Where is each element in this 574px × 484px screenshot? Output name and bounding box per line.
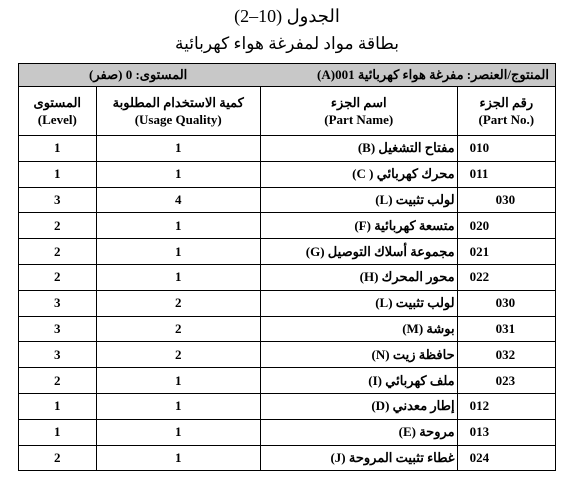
- header-quantity: [96, 87, 260, 136]
- table-number-caption: الجدول (10–2): [234, 6, 340, 26]
- header-quantity-ar: كمية الاستخدام المطلوبة: [112, 95, 244, 110]
- quantity-cell: 1: [96, 445, 260, 471]
- part-no-value: 032: [495, 346, 516, 362]
- part-name-cell: مجموعة أسلاك التوصيل (G): [260, 239, 457, 265]
- level-cell: 3: [19, 187, 97, 213]
- quantity-cell: 1: [96, 264, 260, 290]
- part-name-cell: لولب تثبيت (L): [260, 290, 457, 316]
- part-no-cell: [457, 187, 555, 213]
- quantity-cell: 1: [96, 161, 260, 187]
- part-no-value: 021: [469, 243, 490, 259]
- part-name-cell: محور المحرك (H): [260, 264, 457, 290]
- table-row: [19, 213, 556, 239]
- part-no-cell: [457, 445, 555, 471]
- table-title: بطاقة مواد لمفرغة هواء كهربائية: [175, 34, 399, 53]
- part-no-value: 030: [495, 191, 516, 207]
- quantity-cell: 1: [96, 393, 260, 419]
- part-no-value: 010: [469, 140, 490, 156]
- part-no-value: 030: [495, 295, 516, 311]
- product-item-label: المنتوج/العنصر: مفرغة هواء كهربائية 001(A): [317, 67, 549, 82]
- table-row: [19, 419, 556, 445]
- part-name-cell: غطاء تثبيت المروحة (J): [260, 445, 457, 471]
- part-no-cell: [457, 290, 555, 316]
- header-part-no: [457, 87, 555, 136]
- table-row: [19, 187, 556, 213]
- part-no-cell: [457, 342, 555, 368]
- part-no-value: 020: [469, 217, 490, 233]
- level-cell: 2: [19, 264, 97, 290]
- quantity-cell: 2: [96, 290, 260, 316]
- part-no-cell: [457, 264, 555, 290]
- quantity-cell: 1: [96, 239, 260, 265]
- quantity-cell: 2: [96, 342, 260, 368]
- table-row: [19, 368, 556, 394]
- header-quantity-en: (Usage Quality): [134, 112, 222, 127]
- part-no-cell: [457, 368, 555, 394]
- level-cell: 1: [19, 161, 97, 187]
- part-name-cell: محرك كهربائي ( C): [260, 161, 457, 187]
- part-no-cell: [457, 213, 555, 239]
- header-row: [19, 87, 556, 136]
- part-no-value: 013: [469, 424, 490, 440]
- level-cell: 1: [19, 393, 97, 419]
- level-cell: 2: [19, 213, 97, 239]
- part-no-cell: [457, 419, 555, 445]
- table-row: [19, 342, 556, 368]
- header-part-name: [260, 87, 457, 136]
- part-name-cell: حافظة زيت (N): [260, 342, 457, 368]
- part-name-cell: إطار معدني (D): [260, 393, 457, 419]
- part-name-cell: مفتاح التشغيل (B): [260, 136, 457, 162]
- level-cell: 1: [19, 136, 97, 162]
- level-cell: 3: [19, 342, 97, 368]
- part-no-value: 023: [495, 372, 516, 388]
- part-no-value: 012: [469, 398, 490, 414]
- quantity-cell: 4: [96, 187, 260, 213]
- quantity-cell: 1: [96, 368, 260, 394]
- table-row: [19, 393, 556, 419]
- header-level-ar: المستوى: [33, 95, 82, 110]
- part-no-cell: [457, 393, 555, 419]
- part-name-cell: بوشة (M): [260, 316, 457, 342]
- bill-of-materials-table: [18, 63, 556, 471]
- header-part-name-en: (Part Name): [324, 112, 394, 127]
- quantity-cell: 2: [96, 316, 260, 342]
- product-level-label: المستوى: 0 (صفر): [89, 67, 188, 82]
- part-no-value: 031: [495, 320, 516, 336]
- part-no-value: 024: [469, 449, 490, 465]
- table-row: [19, 239, 556, 265]
- part-no-cell: [457, 136, 555, 162]
- table-row: [19, 264, 556, 290]
- part-no-value: 011: [469, 166, 489, 182]
- level-cell: 2: [19, 445, 97, 471]
- table-row: [19, 316, 556, 342]
- header-level: [19, 87, 97, 136]
- level-cell: 1: [19, 419, 97, 445]
- header-part-name-ar: اسم الجزء: [330, 95, 387, 110]
- part-name-cell: مروحة (E): [260, 419, 457, 445]
- header-part-no-ar: رقم الجزء: [479, 95, 534, 110]
- part-no-cell: [457, 239, 555, 265]
- header-part-no-en: (Part No.): [478, 112, 535, 127]
- header-level-en: (Level): [37, 112, 77, 127]
- table-row: [19, 445, 556, 471]
- level-cell: 3: [19, 290, 97, 316]
- quantity-cell: 1: [96, 136, 260, 162]
- part-no-cell: [457, 316, 555, 342]
- part-name-cell: لولب تثبيت (L): [260, 187, 457, 213]
- table-row: [19, 290, 556, 316]
- part-name-cell: متسعة كهربائية (F): [260, 213, 457, 239]
- part-no-value: 022: [469, 269, 490, 285]
- level-cell: 2: [19, 239, 97, 265]
- part-name-cell: ملف كهربائي (I): [260, 368, 457, 394]
- quantity-cell: 1: [96, 213, 260, 239]
- table-row: [19, 161, 556, 187]
- part-no-cell: [457, 161, 555, 187]
- table-row: [19, 136, 556, 162]
- product-row: [19, 64, 556, 87]
- quantity-cell: 1: [96, 419, 260, 445]
- level-cell: 2: [19, 368, 97, 394]
- level-cell: 3: [19, 316, 97, 342]
